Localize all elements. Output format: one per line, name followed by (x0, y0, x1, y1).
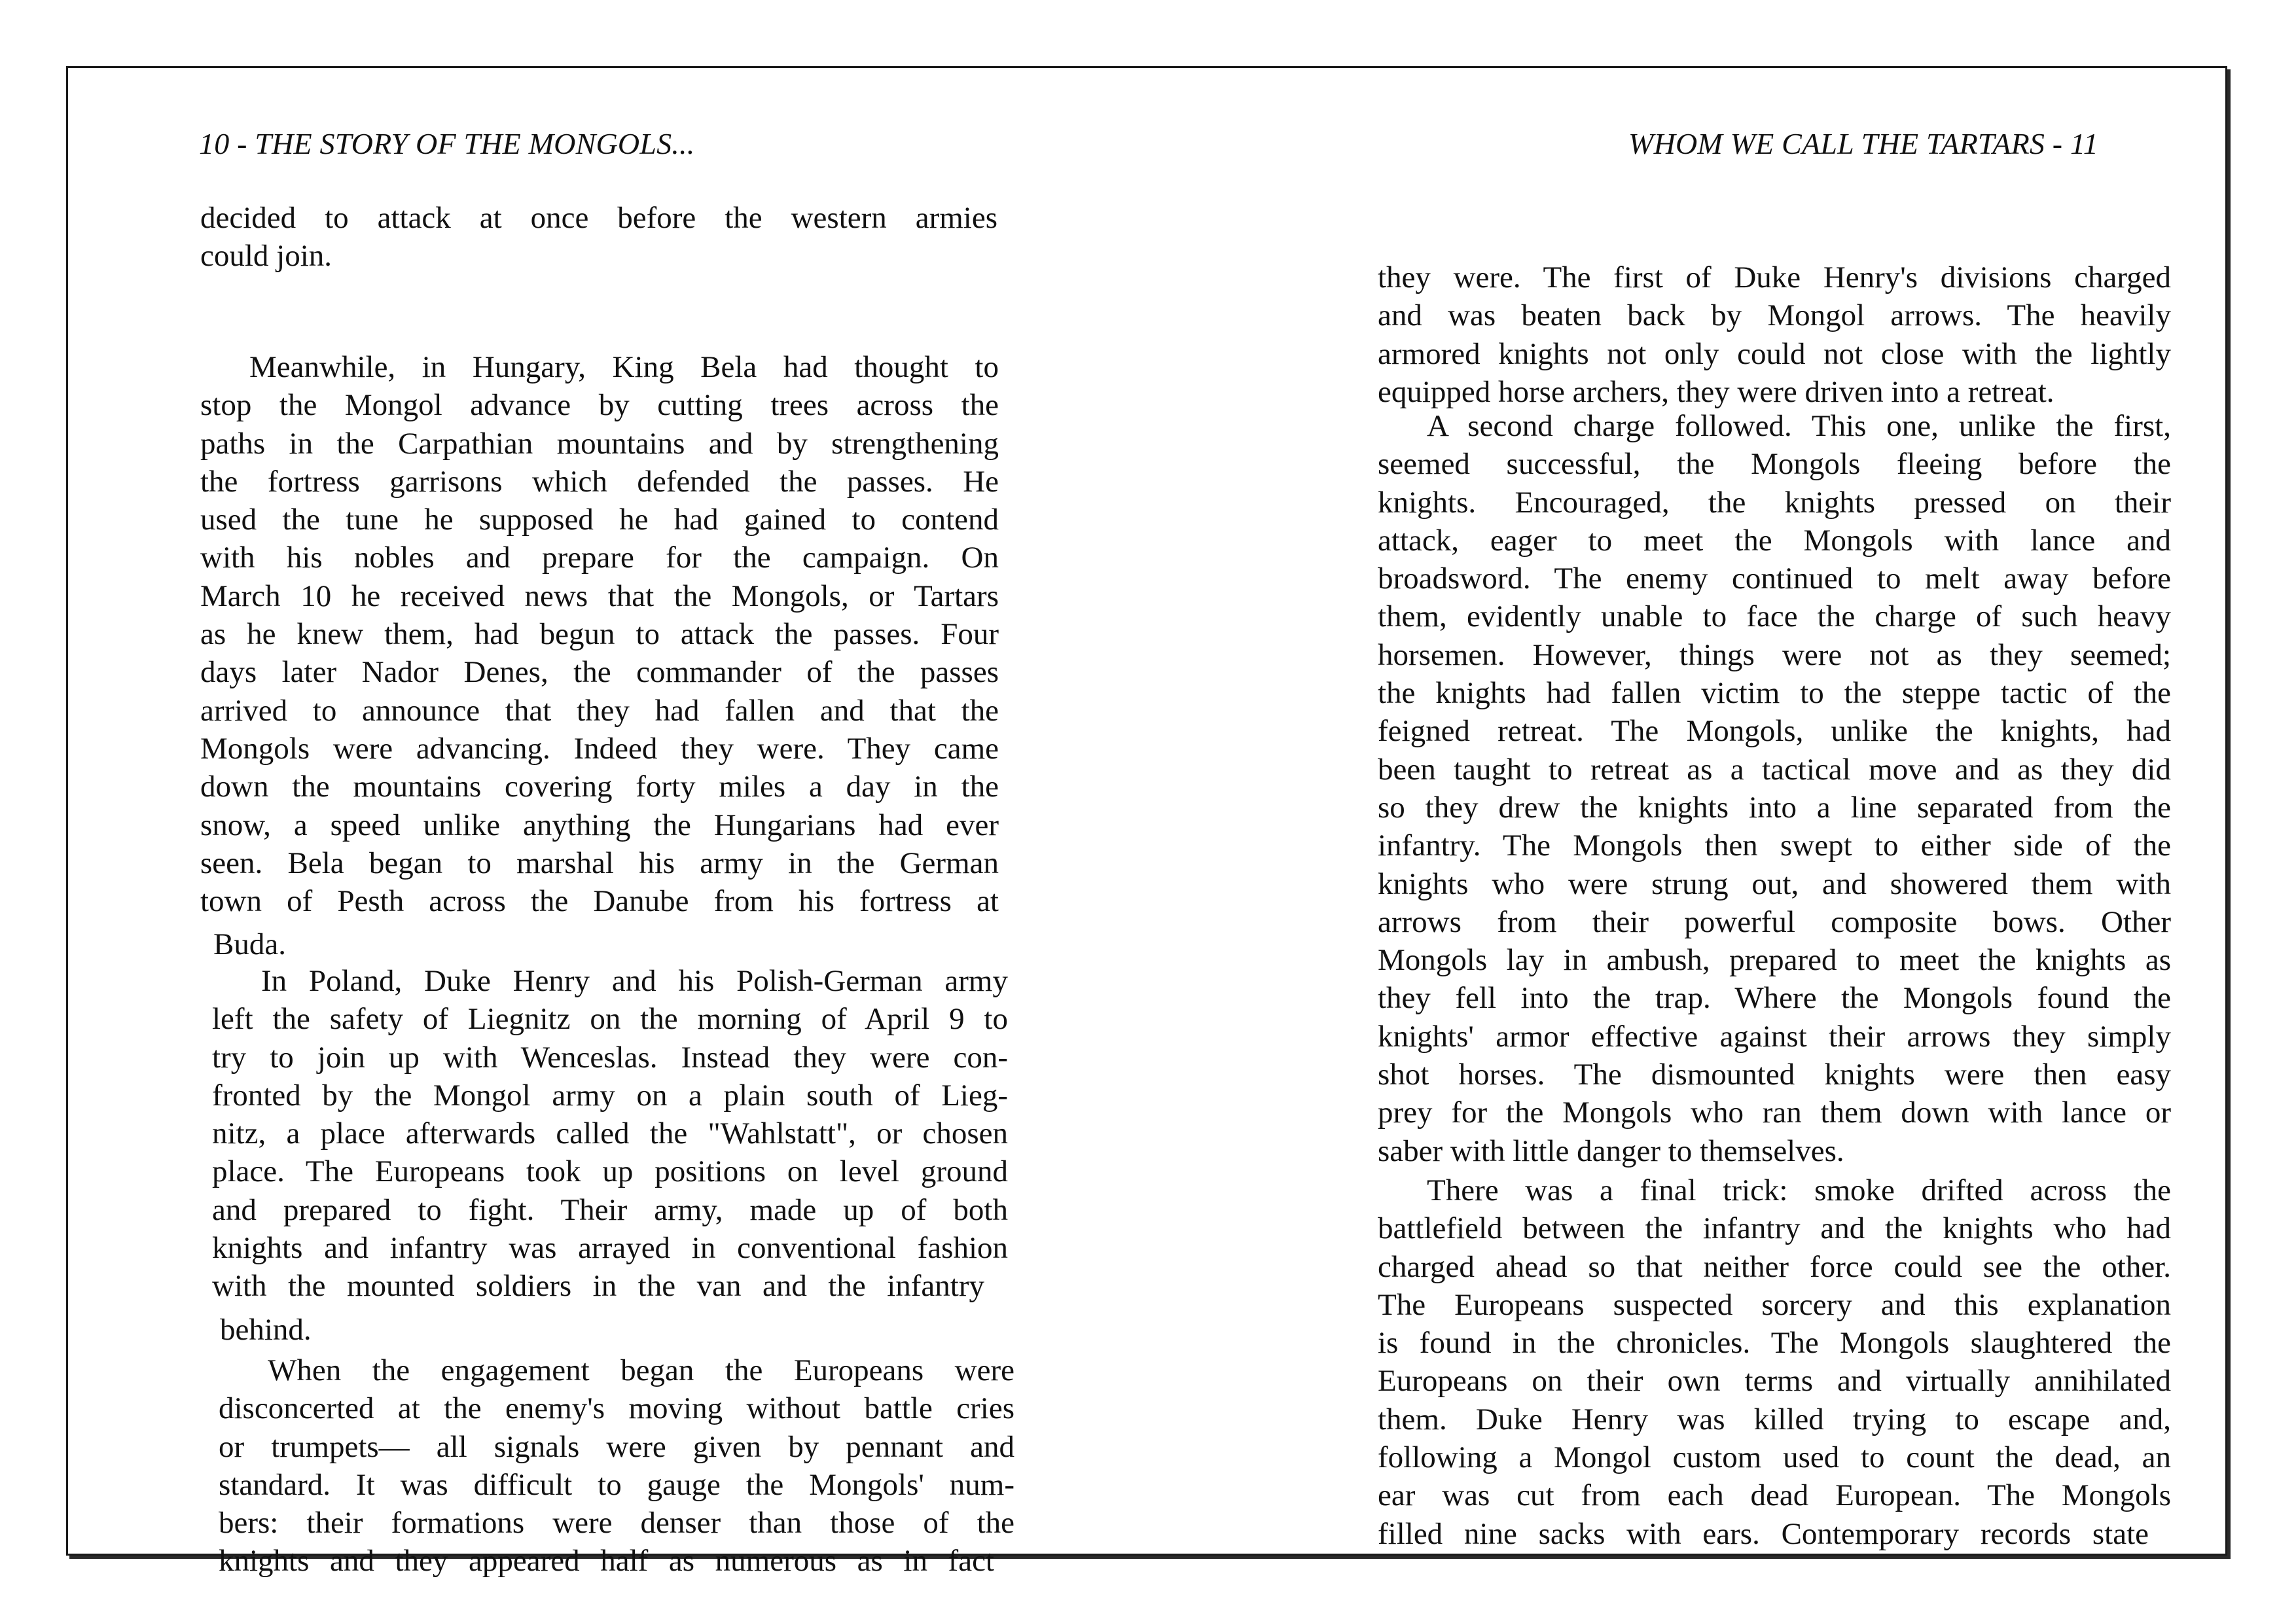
text-line: the knights had fallen victim to the steppe tactic of the (1378, 676, 2171, 711)
text-line: they fell into the trap. Where the Mongols found the (1378, 981, 2171, 1016)
text-line: infantry. The Mongols then swept to either side of the (1378, 829, 2171, 863)
text-line: armored knights not only could not close with the lightly (1378, 336, 2171, 371)
text-line: horsemen. However, things were not as they seemed; (1378, 637, 2171, 672)
left-paragraph-4 (219, 1351, 1014, 1580)
text-line: The Europeans suspected sorcery and this explanation (1378, 1287, 2171, 1322)
text-line: left the safety of Liegnitz on the morning of April 9 to (212, 1002, 1008, 1037)
right-paragraph-2 (1378, 407, 2171, 1170)
text-line: paths in the Carpathian mountains and by strengthening (200, 426, 999, 461)
left-paragraph-2 (200, 348, 999, 964)
text-line: behind. (220, 1312, 312, 1347)
text-line: A second charge followed. This one, unlike the first, (1427, 409, 2171, 443)
text-line: filled nine sacks with ears. Contemporary records state (1378, 1516, 2149, 1551)
text-line: is found in the chronicles. The Mongols slaughtered the (1378, 1326, 2171, 1361)
left-running-head: 10 - THE STORY OF THE MONGOLS... (199, 127, 695, 160)
left-paragraph-1 (200, 199, 997, 276)
text-line: shot horses. The dismounted knights were then easy (1378, 1058, 2171, 1092)
text-line: knights' armor effective against their arrows they simply (1378, 1019, 2171, 1054)
text-line: March 10 he received news that the Mongols, or Tartars (200, 579, 999, 613)
right-running-head: WHOM WE CALL THE TARTARS - 11 (1628, 127, 2098, 160)
text-line: Buda. (213, 927, 286, 962)
text-line: nitz, a place afterwards called the "Wahlstatt", or chosen (212, 1116, 1008, 1151)
text-line: ear was cut from each dead European. The Mongols (1378, 1478, 2171, 1513)
text-line: equipped horse archers, they were driven into a retreat. (1378, 374, 2054, 409)
text-line: In Poland, Duke Henry and his Polish-German army (261, 964, 1008, 998)
text-line: could join. (200, 239, 332, 274)
right-page (1149, 68, 2229, 1554)
text-line: they were. The first of Duke Henry's divisions charged (1378, 260, 2171, 294)
text-line: the fortress garrisons which defended the passes. He (200, 464, 999, 499)
text-line: bers: their formations were denser than those of the (219, 1506, 1014, 1541)
text-line: disconcerted at the enemy's moving without battle cries (219, 1391, 1014, 1426)
text-line: them. Duke Henry was killed trying to escape and, (1378, 1402, 2171, 1436)
text-line: following a Mongol custom used to count the dead, an (1378, 1440, 2171, 1475)
text-line: or trumpets— all signals were given by pennant and (219, 1429, 1014, 1464)
text-line: as he knew them, had begun to attack the passes. Four (200, 617, 999, 652)
text-line: with the mounted soldiers in the van and the infantry (212, 1269, 984, 1304)
text-line: broadsword. The enemy continued to melt away before (1378, 562, 2171, 596)
text-line: Mongols lay in ambush, prepared to meet the knights as (1378, 943, 2171, 978)
text-line: and prepared to fight. Their army, made up of both (212, 1192, 1008, 1227)
right-paragraph-1 (1378, 259, 2171, 411)
text-line: with his nobles and prepare for the campaign. On (200, 541, 999, 575)
text-line: battlefield between the infantry and the knights who had (1378, 1211, 2171, 1246)
text-line: been taught to retreat as a tactical move and as they did (1378, 752, 2171, 787)
text-line: saber with little danger to themselves. (1378, 1133, 1844, 1168)
text-line: feigned retreat. The Mongols, unlike the knights, had (1378, 714, 2171, 749)
text-line: Mongols were advancing. Indeed they were. They came (200, 731, 999, 766)
text-line: seemed successful, the Mongols fleeing before the (1378, 447, 2171, 482)
text-line: knights who were strung out, and showered them with (1378, 866, 2171, 901)
text-line: knights and infantry was arrayed in conventional fashion (212, 1231, 1008, 1266)
left-page (68, 68, 1149, 1578)
text-line: used the tune he supposed he had gained to contend (200, 503, 999, 537)
text-line: attack, eager to meet the Mongols with lance and (1378, 523, 2171, 558)
text-line: fronted by the Mongol army on a plain south of Lieg- (212, 1078, 1008, 1113)
text-line: them, evidently unable to face the charge of such heavy (1378, 599, 2171, 634)
text-line: arrived to announce that they had fallen and that the (200, 693, 999, 728)
text-line: knights and they appeared half as numerous as in fact (219, 1544, 994, 1578)
text-line: seen. Bela began to marshal his army in the German (200, 846, 999, 880)
text-line: place. The Europeans took up positions on level ground (212, 1154, 1008, 1189)
right-paragraph-3 (1378, 1171, 2171, 1553)
text-line: standard. It was difficult to gauge the Mongols' num- (219, 1467, 1014, 1502)
text-line: prey for the Mongols who ran them down with lance or (1378, 1096, 2171, 1130)
text-line: When the engagement began the Europeans were (268, 1353, 1014, 1387)
text-line: Europeans on their own terms and virtually annihilated (1378, 1364, 2171, 1399)
text-line: days later Nador Denes, the commander of the passes (200, 655, 999, 690)
text-line: and was beaten back by Mongol arrows. The heavily (1378, 298, 2171, 333)
text-line: down the mountains covering forty miles a day in the (200, 770, 999, 804)
text-line: decided to attack at once before the western armies (200, 201, 997, 235)
text-line: town of Pesth across the Danube from his fortress at (200, 884, 999, 919)
text-line: charged ahead so that neither force could see the other. (1378, 1249, 2171, 1284)
left-paragraph-3 (212, 962, 1008, 1349)
text-line: There was a final trick: smoke drifted across the (1427, 1173, 2171, 1207)
book-spread (66, 66, 2227, 1578)
text-line: knights. Encouraged, the knights pressed on their (1378, 485, 2171, 520)
text-line: arrows from their powerful composite bows. Other (1378, 904, 2171, 939)
text-line: Meanwhile, in Hungary, King Bela had thought to (249, 350, 999, 384)
text-line: snow, a speed unlike anything the Hungarians had ever (200, 808, 999, 842)
text-line: try to join up with Wenceslas. Instead they were con- (212, 1040, 1008, 1075)
text-line: so they drew the knights into a line separated from the (1378, 790, 2171, 825)
text-line: stop the Mongol advance by cutting trees across the (200, 388, 999, 423)
